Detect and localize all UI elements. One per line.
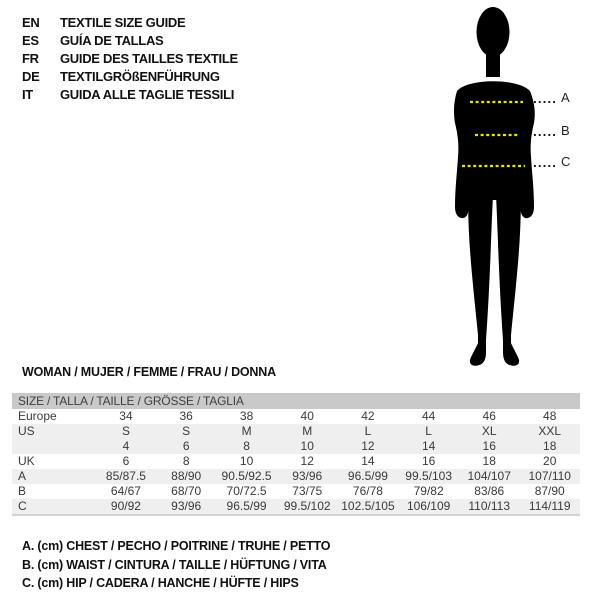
language-code: IT xyxy=(22,86,33,102)
size-cell: 8 xyxy=(243,439,250,453)
row-label: B xyxy=(18,484,27,498)
size-cell: L xyxy=(364,424,372,438)
language-label: GUIDE DES TAILLES TEXTILE xyxy=(60,50,238,66)
row-label xyxy=(12,439,96,454)
legend-chest: A. (cm) CHEST / PECHO / POITRINE / TRUHE / PETTO xyxy=(22,539,331,553)
size-cell: 18 xyxy=(482,454,496,468)
table-row-us-numbers xyxy=(12,439,580,454)
size-cell: 10 xyxy=(239,454,254,468)
table-row-europe xyxy=(12,409,580,424)
size-cell: 44 xyxy=(421,409,436,423)
size-cell: 46 xyxy=(482,409,496,423)
size-cell: XL xyxy=(481,424,497,438)
measure-label-hip: C xyxy=(561,154,571,169)
size-cell: 64/67 xyxy=(110,484,141,498)
language-code: ES xyxy=(22,32,39,48)
size-cell: 70/72.5 xyxy=(226,484,267,498)
size-table xyxy=(12,393,580,516)
size-cell: S xyxy=(121,424,130,438)
table-header-row xyxy=(12,393,580,409)
size-cell: 12 xyxy=(300,454,314,468)
row-label: A xyxy=(18,469,27,483)
row-label: UK xyxy=(18,454,35,468)
size-cell: 76/78 xyxy=(352,484,383,498)
size-cell: 16 xyxy=(421,454,436,468)
measurement-legend xyxy=(22,539,330,595)
size-cell: XXL xyxy=(538,424,562,438)
size-cell: 38 xyxy=(239,409,254,423)
size-cell: 99.5/102 xyxy=(283,499,331,513)
language-label: GUIDA ALLE TAGLIE TESSILI xyxy=(60,86,235,102)
size-cell: 73/75 xyxy=(292,484,323,498)
size-cell: M xyxy=(302,424,313,438)
size-cell: 42 xyxy=(361,409,375,423)
size-cell: M xyxy=(241,424,252,438)
size-cell: 90/92 xyxy=(110,499,141,513)
size-cell: 12 xyxy=(361,439,375,453)
language-label: TEXTILGRÖßENFÜHRUNG xyxy=(60,68,220,84)
language-label: TEXTILE SIZE GUIDE xyxy=(60,14,186,30)
measure-label-waist: B xyxy=(561,123,570,138)
size-cell: L xyxy=(425,424,432,438)
size-cell: 102.5/105 xyxy=(341,499,395,513)
size-cell: 34 xyxy=(119,409,133,423)
size-cell: 8 xyxy=(182,454,190,468)
size-cell: 87/90 xyxy=(534,484,565,498)
language-code: FR xyxy=(22,50,39,66)
measure-label-chest: A xyxy=(561,90,570,105)
size-cell: 20 xyxy=(543,454,557,468)
silhouette-right-leg xyxy=(496,180,521,366)
size-cell: 40 xyxy=(300,409,314,423)
table-row-us-letters xyxy=(12,424,580,439)
size-cell: 85/87.5 xyxy=(105,469,146,483)
size-cell: 88/90 xyxy=(171,469,202,483)
size-cell: 18 xyxy=(543,439,557,453)
size-cell: 104/107 xyxy=(467,469,511,483)
table-row-chest xyxy=(12,469,580,484)
size-cell: 96.5/99 xyxy=(347,469,388,483)
language-row xyxy=(22,13,238,31)
size-cell: 14 xyxy=(361,454,375,468)
size-cell: 93/96 xyxy=(171,499,202,513)
language-row xyxy=(22,85,238,103)
language-code: EN xyxy=(22,14,40,30)
size-cell: 96.5/99 xyxy=(226,499,267,513)
language-row xyxy=(22,31,238,49)
size-cell: 6 xyxy=(182,439,190,453)
table-row-waist xyxy=(12,484,580,499)
legend-waist: B. (cm) WAIST / CINTURA / TAILLE / HÜFTUNG / VITA xyxy=(22,557,327,572)
size-cell: 10 xyxy=(300,439,314,453)
size-cell: 4 xyxy=(122,439,130,453)
language-label: GUÍA DE TALLAS xyxy=(60,32,164,48)
table-row-uk xyxy=(12,454,580,469)
size-cell: 16 xyxy=(482,439,496,453)
language-title-list xyxy=(22,13,238,103)
size-cell: 107/110 xyxy=(528,469,571,483)
row-label: US xyxy=(18,424,35,438)
size-cell: 90.5/92.5 xyxy=(221,469,272,483)
row-label: C xyxy=(18,499,27,513)
size-cell: 93/96 xyxy=(292,469,323,483)
size-cell: 36 xyxy=(179,409,193,423)
size-cell: 6 xyxy=(122,454,130,468)
language-row xyxy=(22,49,238,67)
size-cell: 110/113 xyxy=(468,499,510,513)
size-cell: 79/82 xyxy=(413,484,444,498)
size-cell: 106/109 xyxy=(406,499,451,513)
silhouette-neck xyxy=(486,47,500,77)
table-row-hip xyxy=(12,499,580,515)
size-cell: S xyxy=(182,424,191,438)
language-code: DE xyxy=(22,68,40,84)
table-header: SIZE / TALLA / TAILLE / GRÖSSE / TAGLIA xyxy=(12,393,580,409)
woman-silhouette xyxy=(450,5,570,368)
size-cell: 83/86 xyxy=(474,484,505,498)
language-row xyxy=(22,67,238,85)
size-cell: 99.5/103 xyxy=(405,469,452,483)
size-cell: 14 xyxy=(421,439,436,453)
size-cell: 114/119 xyxy=(528,499,571,513)
size-cell: 48 xyxy=(543,409,557,423)
row-label: Europe xyxy=(18,409,57,423)
silhouette-left-leg xyxy=(468,180,493,366)
size-cell: 68/70 xyxy=(171,484,202,498)
legend-hip: C. (cm) HIP / CADERA / HANCHE / HÜFTE / HIPS xyxy=(22,576,299,590)
table-title: WOMAN / MUJER / FEMME / FRAU / DONNA xyxy=(22,365,276,379)
